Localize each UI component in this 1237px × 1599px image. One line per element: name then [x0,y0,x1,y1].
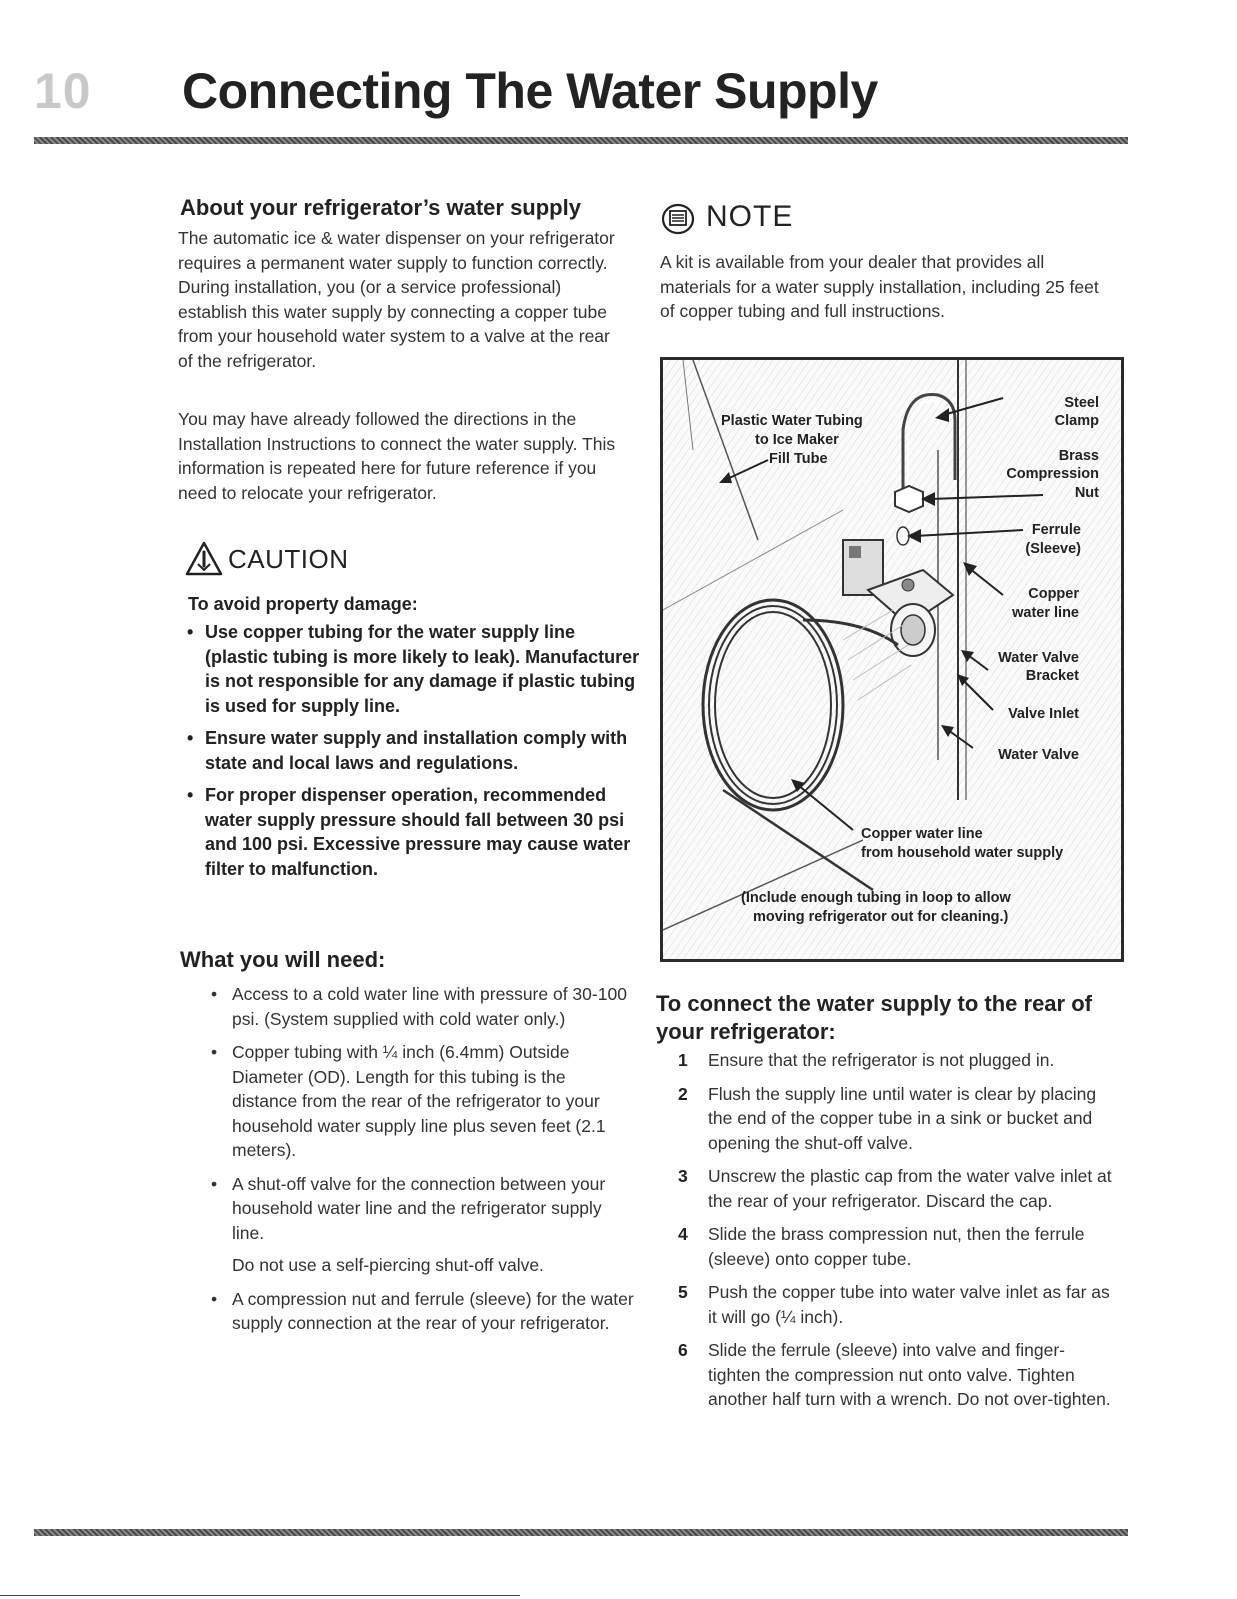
step-text: Slide the brass compression nut, then the ferrule (sleeve) onto copper tube. [708,1224,1085,1269]
need-item: • Access to a cold water line with pressure of 30-100 psi. (System supplied with cold water only.) [205,982,635,1031]
label-household-supply: from household water supply [861,845,1064,861]
water-valve-diagram [660,357,1124,962]
page-number: 10 [34,63,92,119]
step-text: Flush the supply line until water is clear by placing the end of the copper tube in a sink or bucket and opening the shut-off valve. [708,1083,1097,1153]
caution-item: • Use copper tubing for the water supply line (plastic tubing is more likely to leak). Manufacturer is not responsible for any damage if plastic tubing is used for supply line. [187,620,642,718]
connect-steps [656,1048,1116,1421]
label-water-line: water line [1012,605,1079,621]
label-clamp: Clamp [1054,413,1099,429]
caution-list [187,620,642,889]
connect-heading: To connect the water supply to the rear of your refrigerator: [656,991,1092,1044]
caution-title: CAUTION [228,544,349,574]
step-item [656,1280,1116,1329]
about-paragraph-2: You may have already followed the directions in the Installation Instructions to connect the water supply. This information is repeated here for future reference if you need to relocate your refrigerator. [178,409,616,503]
need-list [205,982,635,1345]
footer-thin-line [0,1595,520,1596]
step-number: 2 [678,1083,688,1104]
note-text: A kit is available from your dealer that provides all materials for a water supply installation, including 25 feet of copper tubing and full instructions. [660,252,1099,321]
page-title: Connecting The Water Supply [182,63,878,119]
label-water-valve: Water Valve [998,747,1079,763]
label-plastic-tubing: Plastic Water Tubing [721,413,863,429]
label-compression: Compression [1006,466,1099,482]
step-text: Ensure that the refrigerator is not plugged in. [708,1050,1055,1070]
need-item: • A compression nut and ferrule (sleeve) for the water supply connection at the rear of your refrigerator. [205,1287,635,1336]
caution-intro: To avoid property damage: [188,594,418,614]
label-loop-note-2: moving refrigerator out for cleaning.) [753,909,1009,925]
step-item [656,1082,1116,1156]
step-item [656,1048,1116,1073]
label-nut: Nut [1074,485,1099,501]
note-icon [660,203,696,237]
footer-rule [34,1529,1128,1536]
label-bracket: Bracket [1025,668,1079,684]
label-copper: Copper [1028,586,1079,602]
caution-item: • For proper dispenser operation, recommended water supply pressure should fall between 30 psi and 100 psi. Excessive pressure may cause water filter to malfunction. [187,783,642,881]
need-item [205,1172,635,1278]
step-text: Push the copper tube into water valve inlet as far as it will go (¼ inch). [708,1282,1110,1327]
step-number: 4 [678,1224,688,1244]
need-item: • Copper tubing with ¼ inch (6.4mm) Outside Diameter (OD). Length for this tubing is the distance from the rear of the refrigerator to your household water supply line plus seven feet (2.1 meters). [205,1040,635,1163]
need-item-text: A shut-off valve for the connection between your household water line and the refrigerator supply line. [232,1173,606,1243]
caution-warning-icon [184,540,224,578]
note-title: NOTE [706,200,794,233]
label-loop-note-1: (Include enough tubing in loop to allow [741,890,1011,906]
step-item [656,1222,1116,1271]
shutoff-note: Do not use a self-piercing shut-off valve. [232,1255,544,1275]
step-number: 3 [678,1166,688,1186]
label-brass: Brass [1058,448,1099,464]
label-to-ice-maker: to Ice Maker [755,432,839,448]
about-heading: About your refrigerator’s water supply [180,195,581,220]
label-ferrule: Ferrule [1031,522,1081,538]
about-paragraph-1: The automatic ice & water dispenser on your refrigerator requires a permanent water supply to function correctly. During installation, you (or a service professional) establish this water supply by connecting a copper tube from your household water system to a valve at the rear of the refrigerator. [178,228,615,371]
label-water-valve-bracket: Water Valve [998,650,1079,666]
label-fill-tube: Fill Tube [769,451,828,467]
step-item [656,1338,1116,1412]
step-number: 1 [678,1050,688,1070]
label-valve-inlet: Valve Inlet [1008,706,1079,722]
step-text: Unscrew the plastic cap from the water valve inlet at the rear of your refrigerator. Discard the cap. [708,1166,1112,1211]
step-number: 6 [678,1340,688,1360]
label-copper-household: Copper water line [861,826,983,842]
header-rule [34,137,1128,144]
need-heading: What you will need: [180,947,386,972]
label-steel: Steel [1064,395,1099,411]
caution-item: • Ensure water supply and installation comply with state and local laws and regulations. [187,726,642,775]
step-item [656,1164,1116,1213]
step-text: Slide the ferrule (sleeve) into valve and finger-tighten the compression nut onto valve. Tighten another half turn with a wrench. Do not over-tighten. [708,1340,1111,1409]
label-sleeve: (Sleeve) [1025,541,1081,557]
step-number: 5 [678,1282,688,1302]
